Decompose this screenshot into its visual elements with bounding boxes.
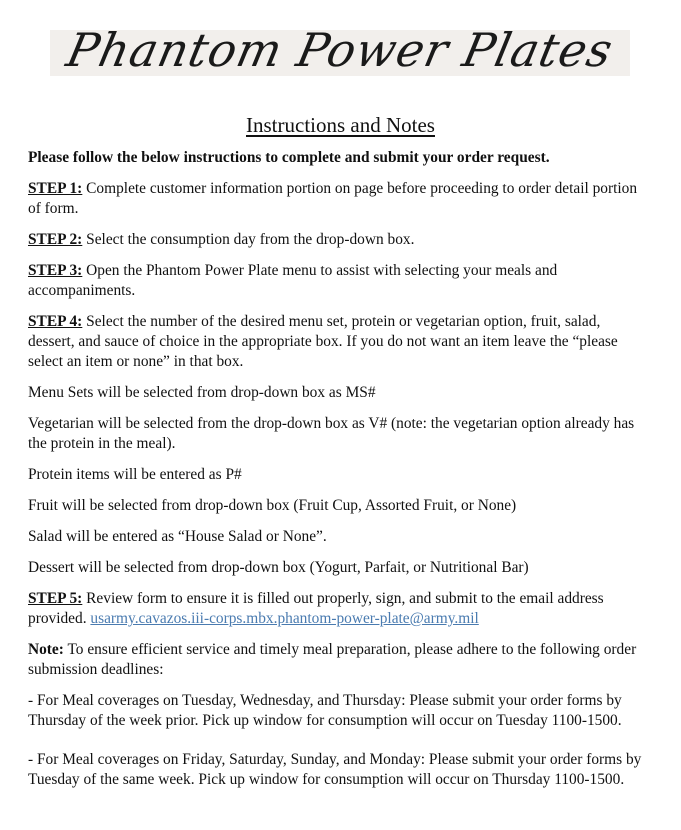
step-3-text: Open the Phantom Power Plate menu to assist with selecting your meals and accompaniments. (28, 262, 558, 299)
step-2 (28, 230, 648, 250)
spacer (28, 731, 648, 750)
step-5-text: Review form to ensure it is filled out properly, sign, and submit to the email address provided. (28, 590, 604, 627)
step-5-label: STEP 5: (28, 590, 83, 607)
step-4-text: Select the number of the desired menu set, protein or vegetarian option, fruit, salad, dessert, and sauce of choice in the appropriate box. If you do not want an item leave the “please select an item or none” in that box. (28, 313, 618, 370)
step-1-text: Complete customer information portion on page before proceeding to order detail portion of form. (28, 180, 638, 217)
step-4 (28, 312, 648, 372)
step-3-label: STEP 3: (28, 262, 83, 279)
detail-vegetarian: Vegetarian will be selected from the drop-down box as V# (note: the vegetarian option already has the protein in the meal). (28, 415, 635, 452)
note-text: To ensure efficient service and timely meal preparation, please adhere to the following order submission deadlines: (28, 641, 637, 678)
step-2-text: Select the consumption day from the drop-down box. (82, 231, 415, 248)
step-1-label: STEP 1: (28, 180, 83, 197)
instructions-body (28, 148, 648, 801)
deadline-tue-thu: - For Meal coverages on Tuesday, Wednesday, and Thursday: Please submit your order forms by Thursday of the week prior. Pick up window for consumption will occur on Tuesday 1100-1500. (28, 692, 622, 729)
page-heading: Instructions and Notes (246, 113, 435, 137)
step-4-label: STEP 4: (28, 313, 83, 330)
step-5 (28, 589, 648, 629)
brand-title: Phantom Power Plates (62, 23, 618, 77)
detail-protein: Protein items will be entered as P# (28, 466, 242, 483)
detail-dessert: Dessert will be selected from drop-down box (Yogurt, Parfait, or Nutritional Bar) (28, 559, 529, 576)
deadline-fri-mon: - For Meal coverages on Friday, Saturday, Sunday, and Monday: Please submit your order forms by Tuesday of the same week. Pick up window for consumption will occur on Thursday 1100-1500. (28, 751, 642, 788)
note (28, 640, 648, 680)
title-banner (50, 23, 630, 77)
step-1 (28, 179, 648, 219)
note-label: Note: (28, 641, 64, 658)
intro-text: Please follow the below instructions to complete and submit your order request. (28, 149, 550, 166)
detail-salad: Salad will be entered as “House Salad or None”. (28, 528, 327, 545)
step-3 (28, 261, 648, 301)
step-2-label: STEP 2: (28, 231, 83, 248)
detail-fruit: Fruit will be selected from drop-down box (Fruit Cup, Assorted Fruit, or None) (28, 497, 517, 514)
email-link[interactable]: usarmy.cavazos.iii-corps.mbx.phantom-power-plate@army.mil (90, 610, 479, 627)
detail-menu-sets: Menu Sets will be selected from drop-down box as MS# (28, 384, 376, 401)
